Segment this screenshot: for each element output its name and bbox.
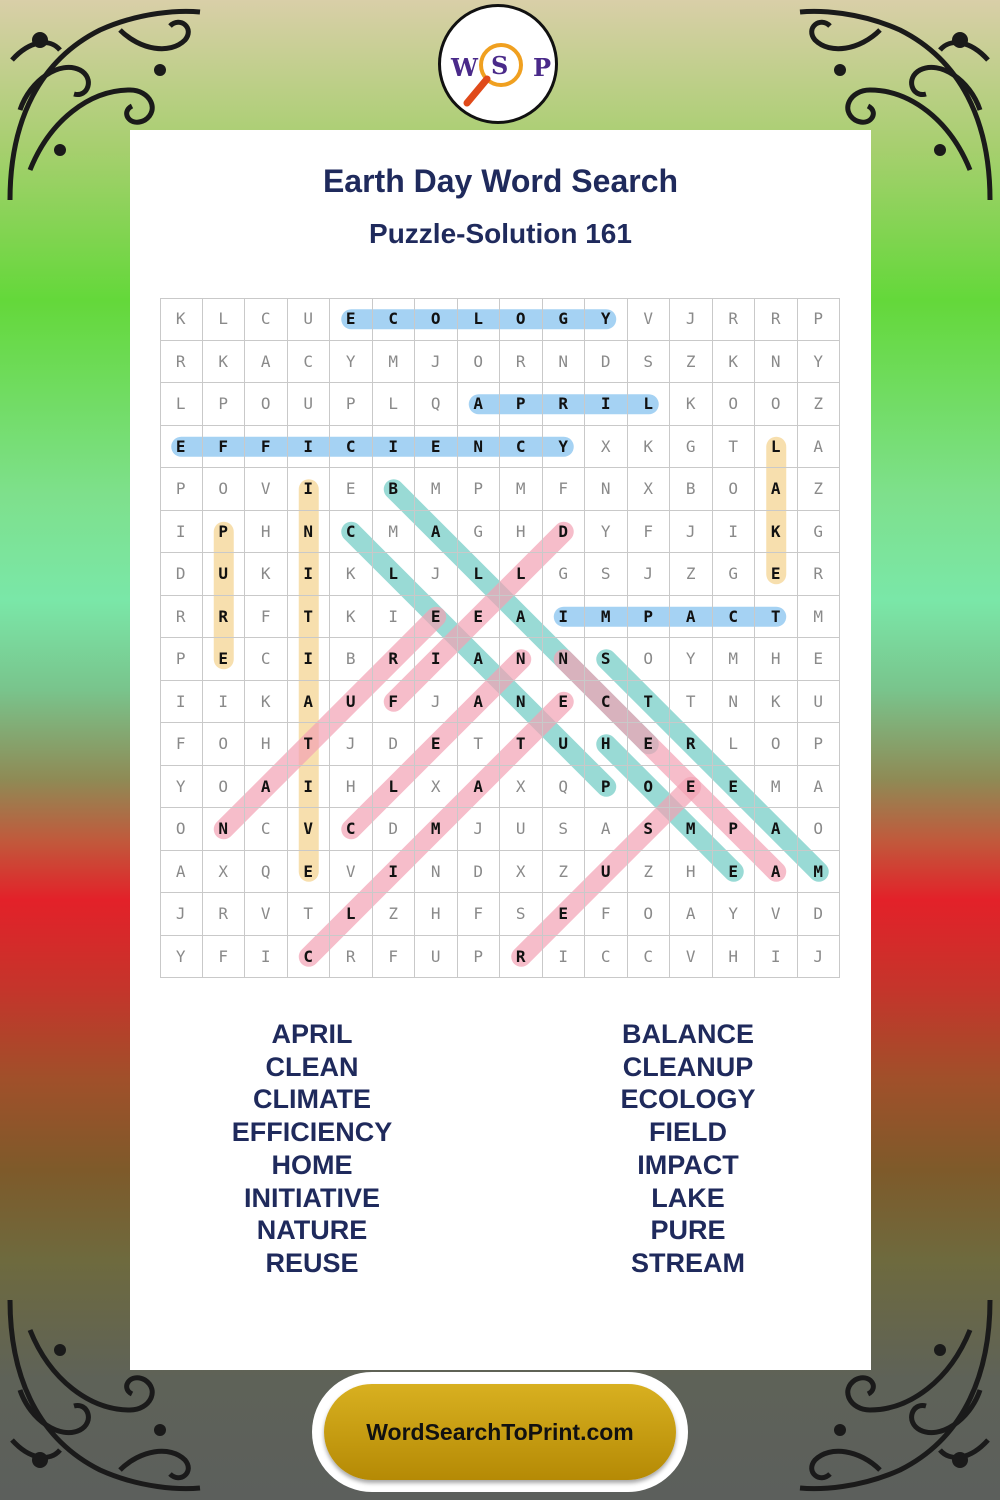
grid-cell: Y — [330, 341, 373, 384]
word-list-item: FIELD — [649, 1117, 727, 1148]
grid-cell: Y — [713, 893, 756, 936]
grid-cell: X — [500, 766, 543, 809]
grid-cell: Y — [543, 426, 586, 469]
grid-cell: O — [245, 383, 288, 426]
grid-cell: U — [288, 298, 331, 341]
logo-letter-s: S — [491, 51, 509, 80]
grid-cell: F — [203, 936, 246, 979]
grid-cell: D — [373, 808, 416, 851]
page-subtitle: Puzzle-Solution 161 — [369, 218, 632, 249]
grid-cell: R — [755, 298, 798, 341]
grid-cell: O — [713, 468, 756, 511]
grid-cell: I — [373, 426, 416, 469]
word-list-item: HOME — [271, 1149, 353, 1180]
grid-cell: L — [373, 553, 416, 596]
grid-cell: A — [585, 808, 628, 851]
grid-cell: C — [330, 808, 373, 851]
grid-cell: K — [245, 553, 288, 596]
grid-cell: O — [415, 298, 458, 341]
grid-cell: I — [288, 553, 331, 596]
grid-cell: O — [755, 723, 798, 766]
grid-cell: T — [755, 596, 798, 639]
grid-cell: U — [415, 936, 458, 979]
grid-cell: R — [203, 893, 246, 936]
grid-cell: G — [543, 298, 586, 341]
grid-cell: Y — [585, 298, 628, 341]
grid-cell: A — [670, 596, 713, 639]
grid-cell: I — [585, 383, 628, 426]
grid-cell: E — [330, 298, 373, 341]
grid-cell: G — [713, 553, 756, 596]
grid-cell: S — [585, 638, 628, 681]
grid-cell: H — [585, 723, 628, 766]
grid-cell: T — [500, 723, 543, 766]
grid-cell: A — [288, 681, 331, 724]
grid-cell: H — [713, 936, 756, 979]
grid-cell: U — [288, 383, 331, 426]
grid-cell: Y — [670, 638, 713, 681]
grid-cell: N — [415, 851, 458, 894]
grid-cell: T — [670, 681, 713, 724]
word-list-item: APRIL — [271, 1019, 353, 1049]
grid-cell: N — [458, 426, 501, 469]
grid-cell: O — [500, 298, 543, 341]
grid-cell: I — [543, 936, 586, 979]
grid-cell: P — [500, 383, 543, 426]
grid-cell: E — [713, 766, 756, 809]
grid-cell: A — [755, 468, 798, 511]
grid-cell: I — [245, 936, 288, 979]
grid-cell: Y — [585, 511, 628, 554]
word-list-item: CLEAN — [265, 1051, 359, 1082]
grid-cell: D — [160, 553, 203, 596]
grid-cell: H — [330, 766, 373, 809]
grid-cell: C — [330, 511, 373, 554]
grid-cell: C — [245, 638, 288, 681]
grid-cell: A — [798, 766, 841, 809]
grid-cell: I — [160, 681, 203, 724]
grid-cell: R — [500, 936, 543, 979]
grid-cell: I — [203, 681, 246, 724]
grid-cell: K — [670, 383, 713, 426]
grid-cell: G — [798, 511, 841, 554]
grid-cell: M — [713, 638, 756, 681]
grid-cell: Q — [543, 766, 586, 809]
grid-cell: F — [160, 723, 203, 766]
grid-cell: A — [245, 341, 288, 384]
grid-cell: M — [373, 341, 416, 384]
grid-cell: C — [288, 341, 331, 384]
grid-cell: T — [288, 723, 331, 766]
grid-cell: O — [713, 383, 756, 426]
grid-cell: U — [798, 681, 841, 724]
grid-cell: A — [458, 681, 501, 724]
logo-letter-p: P — [533, 53, 552, 82]
grid-cell: O — [458, 341, 501, 384]
word-list-right — [508, 1018, 868, 1280]
word-list-item: REUSE — [265, 1247, 359, 1278]
grid-cell: M — [585, 596, 628, 639]
grid-cell: M — [755, 766, 798, 809]
grid-cell: C — [585, 681, 628, 724]
grid-cell: K — [330, 553, 373, 596]
grid-cell: P — [203, 511, 246, 554]
grid-cell: D — [798, 893, 841, 936]
grid-cell: R — [160, 341, 203, 384]
grid-cell: G — [670, 426, 713, 469]
word-list-item: LAKE — [651, 1182, 725, 1213]
grid-cell: A — [458, 766, 501, 809]
grid-cell: J — [670, 511, 713, 554]
grid-cell: K — [245, 681, 288, 724]
grid-cell: Z — [670, 341, 713, 384]
grid-cell: F — [543, 468, 586, 511]
grid-cell: S — [500, 893, 543, 936]
grid-cell: I — [755, 936, 798, 979]
grid-cell: E — [458, 596, 501, 639]
grid-cell: T — [458, 723, 501, 766]
grid-cell: O — [798, 808, 841, 851]
grid-cell: H — [755, 638, 798, 681]
grid-cell: D — [458, 851, 501, 894]
grid-cell: E — [628, 723, 671, 766]
grid-cell: P — [458, 468, 501, 511]
grid-cell: L — [160, 383, 203, 426]
grid-cell: O — [628, 766, 671, 809]
grid-cell: N — [203, 808, 246, 851]
grid-cell: C — [713, 596, 756, 639]
grid-cell: I — [543, 596, 586, 639]
grid-cell: L — [458, 553, 501, 596]
grid-cell: N — [500, 681, 543, 724]
grid-cell: Z — [798, 468, 841, 511]
grid-cell: V — [288, 808, 331, 851]
grid-cell: T — [628, 681, 671, 724]
grid-cell: I — [288, 468, 331, 511]
grid-cell: G — [543, 553, 586, 596]
grid-cell: E — [713, 851, 756, 894]
grid-cell: I — [713, 511, 756, 554]
grid-cell: A — [500, 596, 543, 639]
grid-cell: F — [203, 426, 246, 469]
grid-cell: E — [160, 426, 203, 469]
grid-cell: K — [713, 341, 756, 384]
grid-cell: D — [373, 723, 416, 766]
grid-cell: I — [415, 638, 458, 681]
grid-cell: L — [713, 723, 756, 766]
grid-cell: P — [628, 596, 671, 639]
grid-cell: Q — [245, 851, 288, 894]
grid-cell: N — [713, 681, 756, 724]
grid-cell: P — [203, 383, 246, 426]
grid-cell: B — [330, 638, 373, 681]
grid-cell: L — [755, 426, 798, 469]
grid-cell: I — [288, 638, 331, 681]
grid-cell: R — [203, 596, 246, 639]
grid-cell: L — [628, 383, 671, 426]
grid-cell: Y — [160, 766, 203, 809]
grid-cell: I — [373, 851, 416, 894]
grid-cell: T — [288, 596, 331, 639]
grid-cell: F — [245, 426, 288, 469]
grid-cell: U — [203, 553, 246, 596]
word-list-item: IMPACT — [637, 1149, 739, 1180]
grid-cell: S — [543, 808, 586, 851]
logo-letter-w: W — [451, 53, 478, 82]
grid-cell: Q — [415, 383, 458, 426]
grid-cell: A — [415, 511, 458, 554]
grid-cell: C — [288, 936, 331, 979]
grid-cell: U — [543, 723, 586, 766]
grid-cell: L — [330, 893, 373, 936]
grid-cell: K — [755, 511, 798, 554]
grid-cell: O — [628, 893, 671, 936]
grid-cell: N — [755, 341, 798, 384]
grid-cell: R — [543, 383, 586, 426]
word-list-item: STREAM — [631, 1247, 745, 1278]
grid-cell: X — [500, 851, 543, 894]
grid-cell: M — [373, 511, 416, 554]
grid-cell: A — [670, 893, 713, 936]
word-search-grid — [160, 298, 840, 978]
page-title: Earth Day Word Search — [322, 163, 679, 199]
grid-cell: R — [160, 596, 203, 639]
grid-cell: F — [458, 893, 501, 936]
grid-cell: J — [415, 341, 458, 384]
grid-cell: J — [798, 936, 841, 979]
grid-cell: N — [543, 341, 586, 384]
grid-cell: I — [288, 426, 331, 469]
grid-cell: E — [798, 638, 841, 681]
grid-cell: X — [203, 851, 246, 894]
grid-cell: F — [245, 596, 288, 639]
grid-cell: T — [288, 893, 331, 936]
grid-cell: I — [373, 596, 416, 639]
grid-cell: X — [628, 468, 671, 511]
grid-cell: F — [628, 511, 671, 554]
grid-cell: K — [330, 596, 373, 639]
grid-cell: H — [670, 851, 713, 894]
grid-cell: C — [330, 426, 373, 469]
grid-cell: Y — [798, 341, 841, 384]
grid-cell: N — [543, 638, 586, 681]
grid-cell: R — [713, 298, 756, 341]
wsp-logo[interactable] — [438, 4, 558, 124]
grid-cell: V — [755, 893, 798, 936]
site-link-button[interactable]: WordSearchToPrint.com — [324, 1384, 676, 1480]
word-list-left — [132, 1018, 492, 1280]
letter-cells — [160, 298, 840, 978]
grid-cell: Z — [628, 851, 671, 894]
grid-cell: B — [373, 468, 416, 511]
grid-cell: M — [500, 468, 543, 511]
grid-cell: L — [373, 383, 416, 426]
grid-cell: J — [415, 681, 458, 724]
grid-cell: J — [628, 553, 671, 596]
grid-cell: N — [585, 468, 628, 511]
word-list-item: EFFICIENCY — [231, 1117, 393, 1148]
grid-cell: E — [543, 893, 586, 936]
grid-cell: E — [755, 553, 798, 596]
grid-cell: V — [330, 851, 373, 894]
grid-cell: R — [373, 638, 416, 681]
grid-cell: V — [245, 893, 288, 936]
grid-cell: P — [713, 808, 756, 851]
grid-cell: H — [245, 723, 288, 766]
grid-cell: Z — [798, 383, 841, 426]
grid-cell: U — [330, 681, 373, 724]
grid-cell: A — [245, 766, 288, 809]
grid-cell: O — [203, 723, 246, 766]
grid-cell: D — [543, 511, 586, 554]
grid-cell: S — [585, 553, 628, 596]
grid-cell: E — [330, 468, 373, 511]
grid-cell: R — [670, 723, 713, 766]
grid-cell: K — [160, 298, 203, 341]
grid-cell: O — [160, 808, 203, 851]
grid-cell: M — [415, 468, 458, 511]
grid-cell: E — [415, 723, 458, 766]
grid-cell: J — [330, 723, 373, 766]
grid-cell: T — [713, 426, 756, 469]
grid-cell: E — [415, 426, 458, 469]
grid-cell: C — [500, 426, 543, 469]
grid-cell: E — [670, 766, 713, 809]
grid-cell: C — [245, 298, 288, 341]
grid-cell: M — [415, 808, 458, 851]
grid-cell: S — [628, 341, 671, 384]
grid-cell: E — [203, 638, 246, 681]
grid-cell: I — [288, 766, 331, 809]
word-list-item: PURE — [650, 1215, 726, 1246]
word-list-item: CLEANUP — [622, 1051, 754, 1082]
grid-cell: U — [500, 808, 543, 851]
word-list-item: BALANCE — [622, 1019, 754, 1049]
grid-cell: P — [160, 468, 203, 511]
grid-cell: P — [798, 298, 841, 341]
word-list-item: NATURE — [256, 1215, 368, 1246]
grid-cell: R — [798, 553, 841, 596]
grid-cell: S — [628, 808, 671, 851]
grid-cell: J — [670, 298, 713, 341]
grid-cell: O — [203, 766, 246, 809]
grid-cell: P — [798, 723, 841, 766]
grid-cell: K — [628, 426, 671, 469]
grid-cell: A — [755, 808, 798, 851]
grid-cell: H — [500, 511, 543, 554]
grid-cell: C — [585, 936, 628, 979]
grid-cell: F — [373, 936, 416, 979]
grid-cell: J — [458, 808, 501, 851]
grid-cell: L — [500, 553, 543, 596]
grid-cell: O — [755, 383, 798, 426]
grid-cell: F — [585, 893, 628, 936]
grid-cell: R — [500, 341, 543, 384]
grid-cell: O — [203, 468, 246, 511]
grid-cell: M — [798, 851, 841, 894]
grid-cell: M — [798, 596, 841, 639]
grid-cell: V — [628, 298, 671, 341]
grid-cell: E — [543, 681, 586, 724]
grid-cell: K — [755, 681, 798, 724]
grid-cell: R — [330, 936, 373, 979]
grid-cell: M — [670, 808, 713, 851]
grid-cell: G — [458, 511, 501, 554]
grid-cell: C — [373, 298, 416, 341]
grid-cell: A — [755, 851, 798, 894]
grid-cell: Z — [670, 553, 713, 596]
grid-cell: K — [203, 341, 246, 384]
grid-cell: X — [585, 426, 628, 469]
grid-cell: P — [160, 638, 203, 681]
grid-cell: L — [458, 298, 501, 341]
grid-cell: P — [585, 766, 628, 809]
grid-cell: Z — [543, 851, 586, 894]
grid-cell: P — [458, 936, 501, 979]
grid-cell: L — [373, 766, 416, 809]
grid-cell: H — [245, 511, 288, 554]
grid-cell: L — [203, 298, 246, 341]
grid-cell: I — [160, 511, 203, 554]
grid-cell: J — [415, 553, 458, 596]
grid-cell: E — [288, 851, 331, 894]
grid-cell: V — [245, 468, 288, 511]
grid-cell: B — [670, 468, 713, 511]
word-list-item: CLIMATE — [253, 1084, 371, 1115]
grid-cell: A — [458, 383, 501, 426]
grid-cell: A — [160, 851, 203, 894]
grid-cell: F — [373, 681, 416, 724]
grid-cell: H — [415, 893, 458, 936]
grid-cell: Z — [373, 893, 416, 936]
grid-cell: P — [330, 383, 373, 426]
grid-cell: U — [585, 851, 628, 894]
grid-cell: O — [628, 638, 671, 681]
grid-cell: X — [415, 766, 458, 809]
grid-cell: C — [628, 936, 671, 979]
grid-cell: E — [415, 596, 458, 639]
grid-cell: J — [160, 893, 203, 936]
grid-cell: D — [585, 341, 628, 384]
word-list-item: ECOLOGY — [620, 1084, 756, 1115]
grid-cell: A — [458, 638, 501, 681]
grid-cell: V — [670, 936, 713, 979]
grid-cell: C — [245, 808, 288, 851]
grid-cell: Y — [160, 936, 203, 979]
word-list-item: INITIATIVE — [243, 1182, 380, 1213]
grid-cell: A — [798, 426, 841, 469]
grid-cell: N — [288, 511, 331, 554]
grid-cell: N — [500, 638, 543, 681]
